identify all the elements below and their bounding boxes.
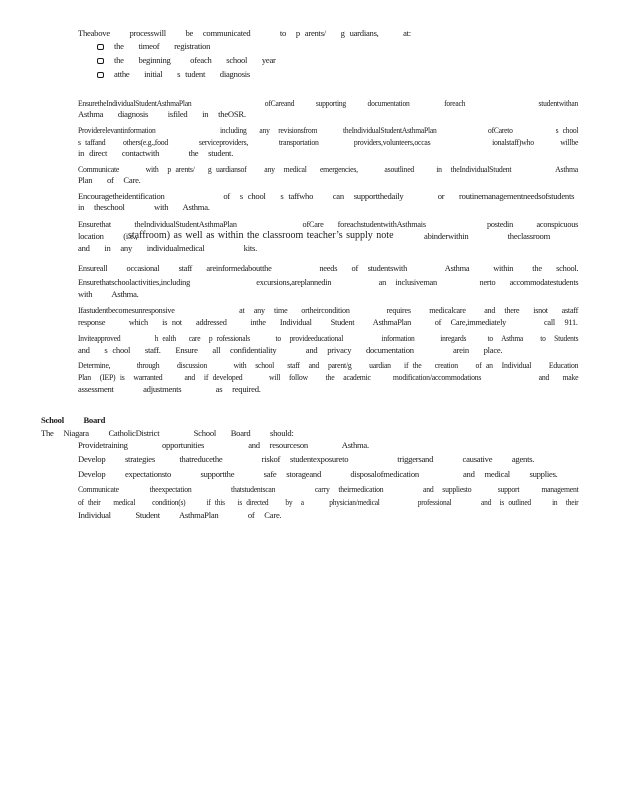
list-item-line: Asthma diagnosis isfiled in theOSR. <box>78 109 246 119</box>
list-item-line: Ensurethatschoolactivities,including excursions,areplannedin an inclusiveman nerto accommodatestudents <box>78 277 579 287</box>
list-item-line: Ifastudentbecomesunresponsive at any time ortheircondition requires medicalcare and there isnot astaff <box>78 305 579 315</box>
list-item-line: of their medical condition(s) if this is directed by a physician/medical professional and is outlined in their <box>78 497 579 507</box>
hollow-bullet-icon <box>97 58 104 64</box>
square-bullet-icon <box>60 191 66 202</box>
list-item-line: Providerelevantinformation including any revisionsfrom theIndividualStudentAsthmaPlan ofCareto s chool <box>78 125 579 135</box>
intro-subitem: the timeof registration <box>114 41 211 51</box>
board-intro: The Niagara CatholicDistrict School Board should: <box>41 428 294 438</box>
hollow-bullet-icon <box>97 72 104 78</box>
list-item-line: Develop strategies thatreducethe riskof studentexposureto triggersand causative agents. <box>78 454 535 464</box>
list-item-line: Encouragetheidentification of s chool s taffwho can supportthedaily or routinemanagementneedsofstudents <box>78 191 575 201</box>
list-item-line: with Asthma. <box>78 289 139 299</box>
square-bullet-icon <box>60 219 66 230</box>
list-item-line: Determine, through discussion with school staff and parent/g uardian if the creation of an Individual Education <box>78 360 579 370</box>
intro-subitem: atthe initial s tudent diagnosis <box>114 69 251 79</box>
list-item-line: Communicate theexpectation thatstudentscan carry theirmedication and suppliesto support management <box>78 484 579 494</box>
list-item-line: Communicate with p arents/ g uardiansof any medical emergencies, asoutlined in theIndividualStudent Asthma <box>78 164 578 174</box>
list-item-line: EnsuretheIndividualStudentAsthmaPlan ofCareand supporting documentation foreach studentwithan <box>78 98 579 108</box>
list-item-line: assessment adjustments as required. <box>78 384 261 394</box>
list-item-line: Develop expectationsto supportthe safe storageand disposalofmedication and medical supplies. <box>78 469 558 479</box>
list-item-line: in direct contactwith the student. <box>78 148 234 158</box>
list-item-line: and in any individualmedical kits. <box>78 243 257 253</box>
hollow-bullet-icon <box>97 44 104 50</box>
square-bullet-icon <box>60 277 66 288</box>
intro-subitem: the beginning ofeach school year <box>114 55 276 65</box>
list-item-line: Inviteapproved h ealth care p rofessionals to provideeducational information inregards to Asthma to Students <box>78 333 579 343</box>
intro-text: Theabove processwill be communicated to p arents/ g uardians, at: <box>78 28 411 38</box>
list-item-line: Ensureall occasional staff areinformedaboutthe needs of studentswith Asthma within the school. <box>78 263 579 273</box>
list-item-line: in theschool with Asthma. <box>78 202 210 212</box>
list-item-line: Individual Student AsthmaPlan of Care. <box>78 510 282 520</box>
square-bullet-icon <box>60 305 66 316</box>
list-item-line: location (i.e., <box>78 231 138 241</box>
square-bullet-icon <box>60 263 66 274</box>
square-bullet-icon <box>60 98 66 109</box>
section-heading: School Board <box>41 415 106 425</box>
list-item-line: and s chool staff. Ensure all confidentiality and privacy documentation arein place. <box>78 345 503 355</box>
square-bullet-icon <box>60 469 66 480</box>
square-bullet-icon <box>60 125 66 136</box>
list-item-line: Plan of Care. <box>78 175 141 185</box>
list-item-line: s taffand others(e.g.,food serviceproviders, transportation providers,volunteers,occas ionalstaff)who willbe <box>78 137 579 147</box>
list-item-line-wide: staffroom) as well as within the classroom teacher’s supply note <box>128 230 394 241</box>
square-bullet-icon <box>60 164 66 175</box>
square-bullet-icon <box>60 484 66 495</box>
list-item-line: response which is not addressed inthe Individual Student AsthmaPlan of Care,immediately call 911. <box>78 317 578 327</box>
list-item-line: Providetraining opportunities and resourceson Asthma. <box>78 440 369 450</box>
square-bullet-icon <box>60 440 66 451</box>
square-bullet-icon <box>60 360 66 371</box>
square-bullet-icon <box>60 454 66 465</box>
list-item-line: abinderwithin theclassroom <box>424 231 551 241</box>
square-bullet-icon <box>60 333 66 344</box>
list-item-line: Ensurethat theIndividualStudentAsthmaPlan ofCare foreachstudentwithAsthmais postedin aconspicuous <box>78 219 579 229</box>
list-item-line: Plan (IEP) is warranted and if developed will follow the academic modification/accommodations and make <box>78 372 579 382</box>
